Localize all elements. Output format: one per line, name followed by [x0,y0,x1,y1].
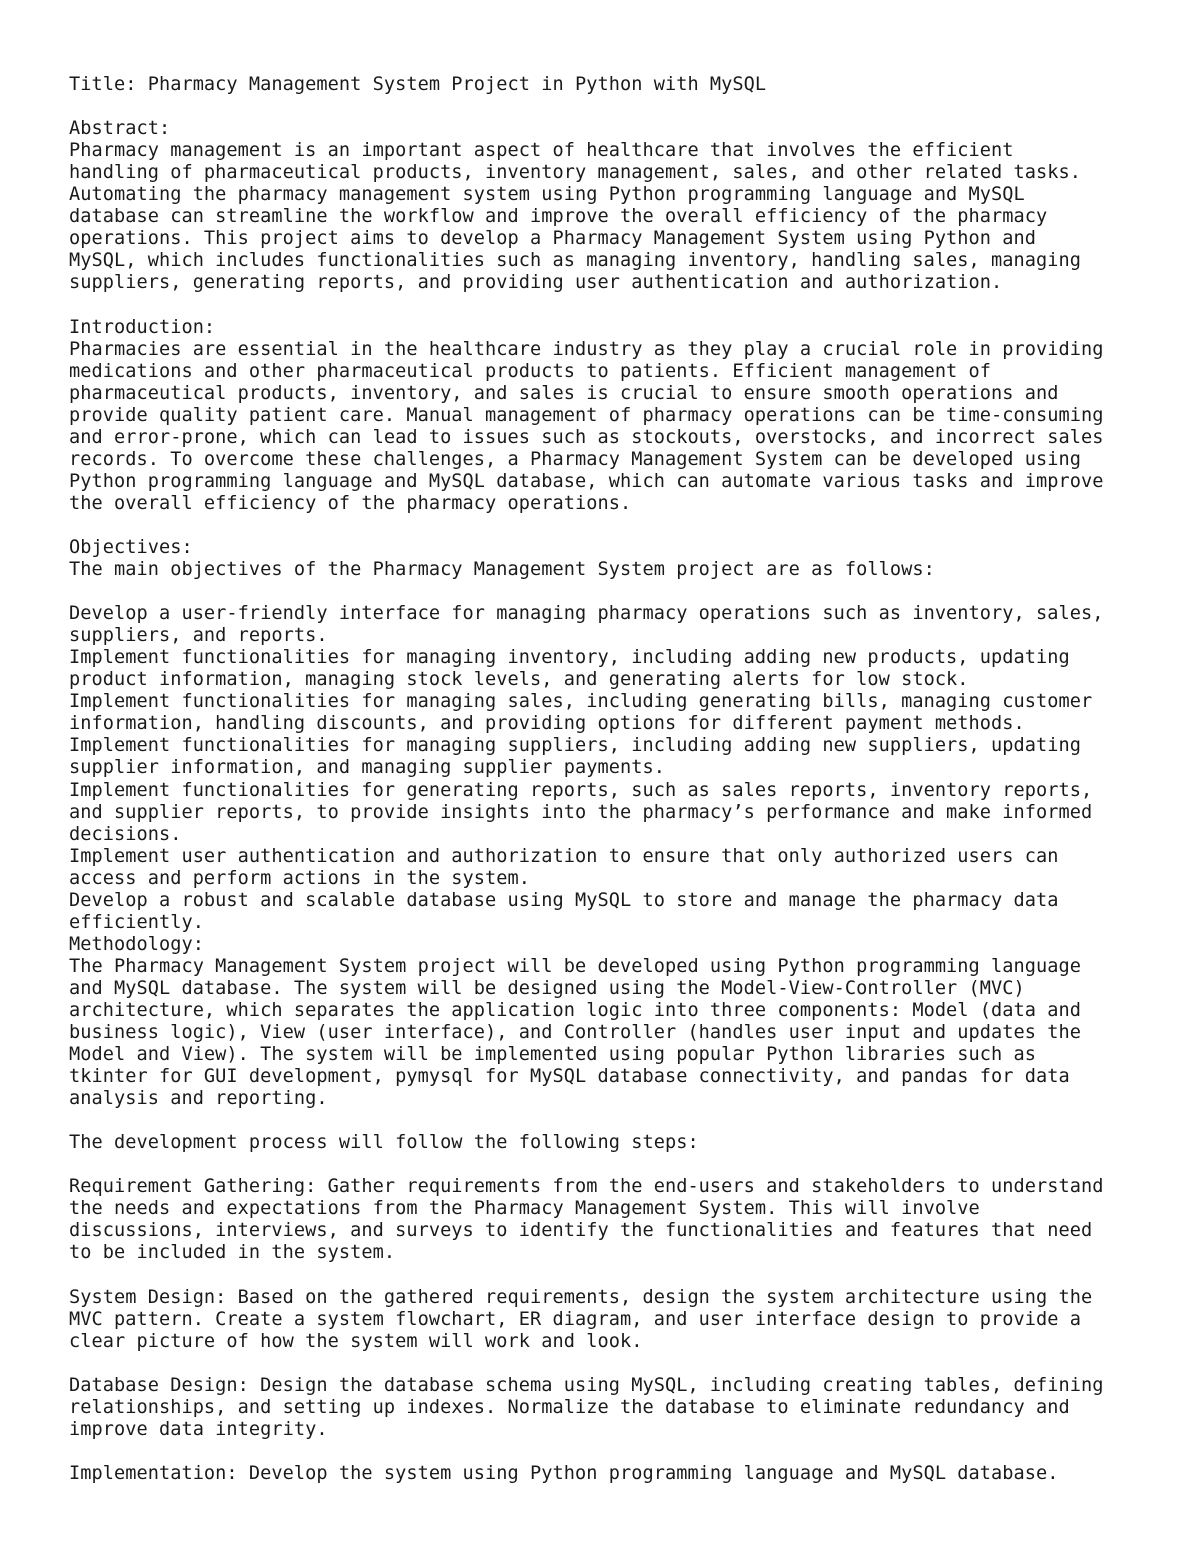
text-line: Pharmacy management is an important aspect of healthcare that involves the efficient [69,140,1014,162]
text-line: Python programming language and MySQL database, which can automate various tasks and improve [69,470,1104,492]
blank-line [69,1110,1169,1132]
blank-line [69,581,1169,603]
text-line: handling of pharmaceutical products, inventory management, sales, and other related tasks. [69,162,1081,184]
text-line: information, handling discounts, and providing options for different payment methods. [69,713,1025,735]
text-line: MVC pattern. Create a system flowchart, ER diagram, and user interface design to provide a [69,1308,1081,1330]
text-line: suppliers, and reports. [69,625,328,647]
text-line: Implementation: Develop the system using Python programming language and MySQL database. [69,1462,1059,1484]
blank-line [69,1441,1169,1463]
text-line: and supplier reports, to provide insights into the pharmacy’s performance and make informed [69,801,1093,823]
text-line: efficiently. [69,911,204,933]
text-line: medications and other pharmaceutical products to patients. Efficient management of [69,360,992,382]
blank-line [69,1154,1169,1176]
text-line: architecture, which separates the application logic into three components: Model (data and [69,999,1081,1021]
text-line: product information, managing stock levels, and generating alerts for low stock. [69,669,969,691]
text-line: tkinter for GUI development, pymysql for MySQL database connectivity, and pandas for data [69,1066,1070,1088]
text-line: Develop a robust and scalable database using MySQL to store and manage the pharmacy data [69,889,1059,911]
text-line: provide quality patient care. Manual management of pharmacy operations can be time-consuming [69,404,1104,426]
text-line: business logic), View (user interface), and Controller (handles user input and updates the [69,1022,1081,1044]
blank-line [69,1265,1169,1287]
text-line: decisions. [69,823,182,845]
text-line: Pharmacies are essential in the healthcare industry as they play a crucial role in providing [69,338,1104,360]
text-line: supplier information, and managing supplier payments. [69,757,665,779]
text-line: Implement functionalities for managing sales, including generating bills, managing customer [69,691,1093,713]
text-line: pharmaceutical products, inventory, and sales is crucial to ensure smooth operations and [69,382,1059,404]
text-line: Develop a user-friendly interface for managing pharmacy operations such as inventory, sales, [69,603,1104,625]
text-line: Introduction: [69,316,216,338]
blank-line [69,294,1169,316]
text-line: Automating the pharmacy management system using Python programming language and MySQL [69,184,1025,206]
text-line: Objectives: [69,536,193,558]
text-line: Requirement Gathering: Gather requirements from the end-users and stakeholders to understand [69,1176,1104,1198]
text-line: database can streamline the workflow and improve the overall efficiency of the pharmacy [69,206,1048,228]
text-line: and MySQL database. The system will be designed using the Model-View-Controller (MVC) [69,977,1025,999]
text-line: access and perform actions in the system. [69,867,531,889]
text-line: the needs and expectations from the Pharmacy Management System. This will involve [69,1198,980,1220]
text-line: relationships, and setting up indexes. Normalize the database to eliminate redundancy and [69,1396,1070,1418]
text-line: the overall efficiency of the pharmacy operations. [69,492,632,514]
text-line: to be included in the system. [69,1242,396,1264]
text-line: Title: Pharmacy Management System Project in Python with MySQL [69,74,767,95]
text-line: improve data integrity. [69,1418,328,1440]
text-line: suppliers, generating reports, and providing user authentication and authorization. [69,272,1003,294]
text-line: Model and View). The system will be implemented using popular Python libraries such as [69,1044,1037,1066]
text-line: clear picture of how the system will work and look. [69,1330,643,1352]
text-line: MySQL, which includes functionalities such as managing inventory, handling sales, managing [69,250,1081,272]
text-line: The development process will follow the following steps: [69,1132,699,1154]
text-line: and error-prone, which can lead to issues such as stockouts, overstocks, and incorrect sales [69,426,1104,448]
text-line: Implement functionalities for generating reports, such as sales reports, inventory reports, [69,779,1093,801]
document-body [69,74,1169,1485]
text-line: operations. This project aims to develop a Pharmacy Management System using Python and [69,228,1037,250]
text-line: Implement functionalities for managing inventory, including adding new products, updating [69,647,1070,669]
text-line: The main objectives of the Pharmacy Management System project are as follows: [69,559,935,581]
text-line: Implement functionalities for managing suppliers, including adding new suppliers, updating [69,735,1081,757]
blank-line [69,515,1169,537]
text-line: analysis and reporting. [69,1088,328,1110]
text-line: Database Design: Design the database schema using MySQL, including creating tables, defining [69,1374,1104,1396]
blank-line [69,96,1169,118]
text-line: Methodology: [69,933,204,955]
text-line: Implement user authentication and authorization to ensure that only authorized users can [69,845,1059,867]
text-line: The Pharmacy Management System project will be developed using Python programming language [69,955,1081,977]
blank-line [69,1353,1169,1375]
text-line: records. To overcome these challenges, a Pharmacy Management System can be developed using [69,448,1081,470]
text-line: discussions, interviews, and surveys to identify the functionalities and features that need [69,1220,1093,1242]
text-line: Abstract: [69,118,171,140]
text-line: System Design: Based on the gathered requirements, design the system architecture using the [69,1286,1093,1308]
